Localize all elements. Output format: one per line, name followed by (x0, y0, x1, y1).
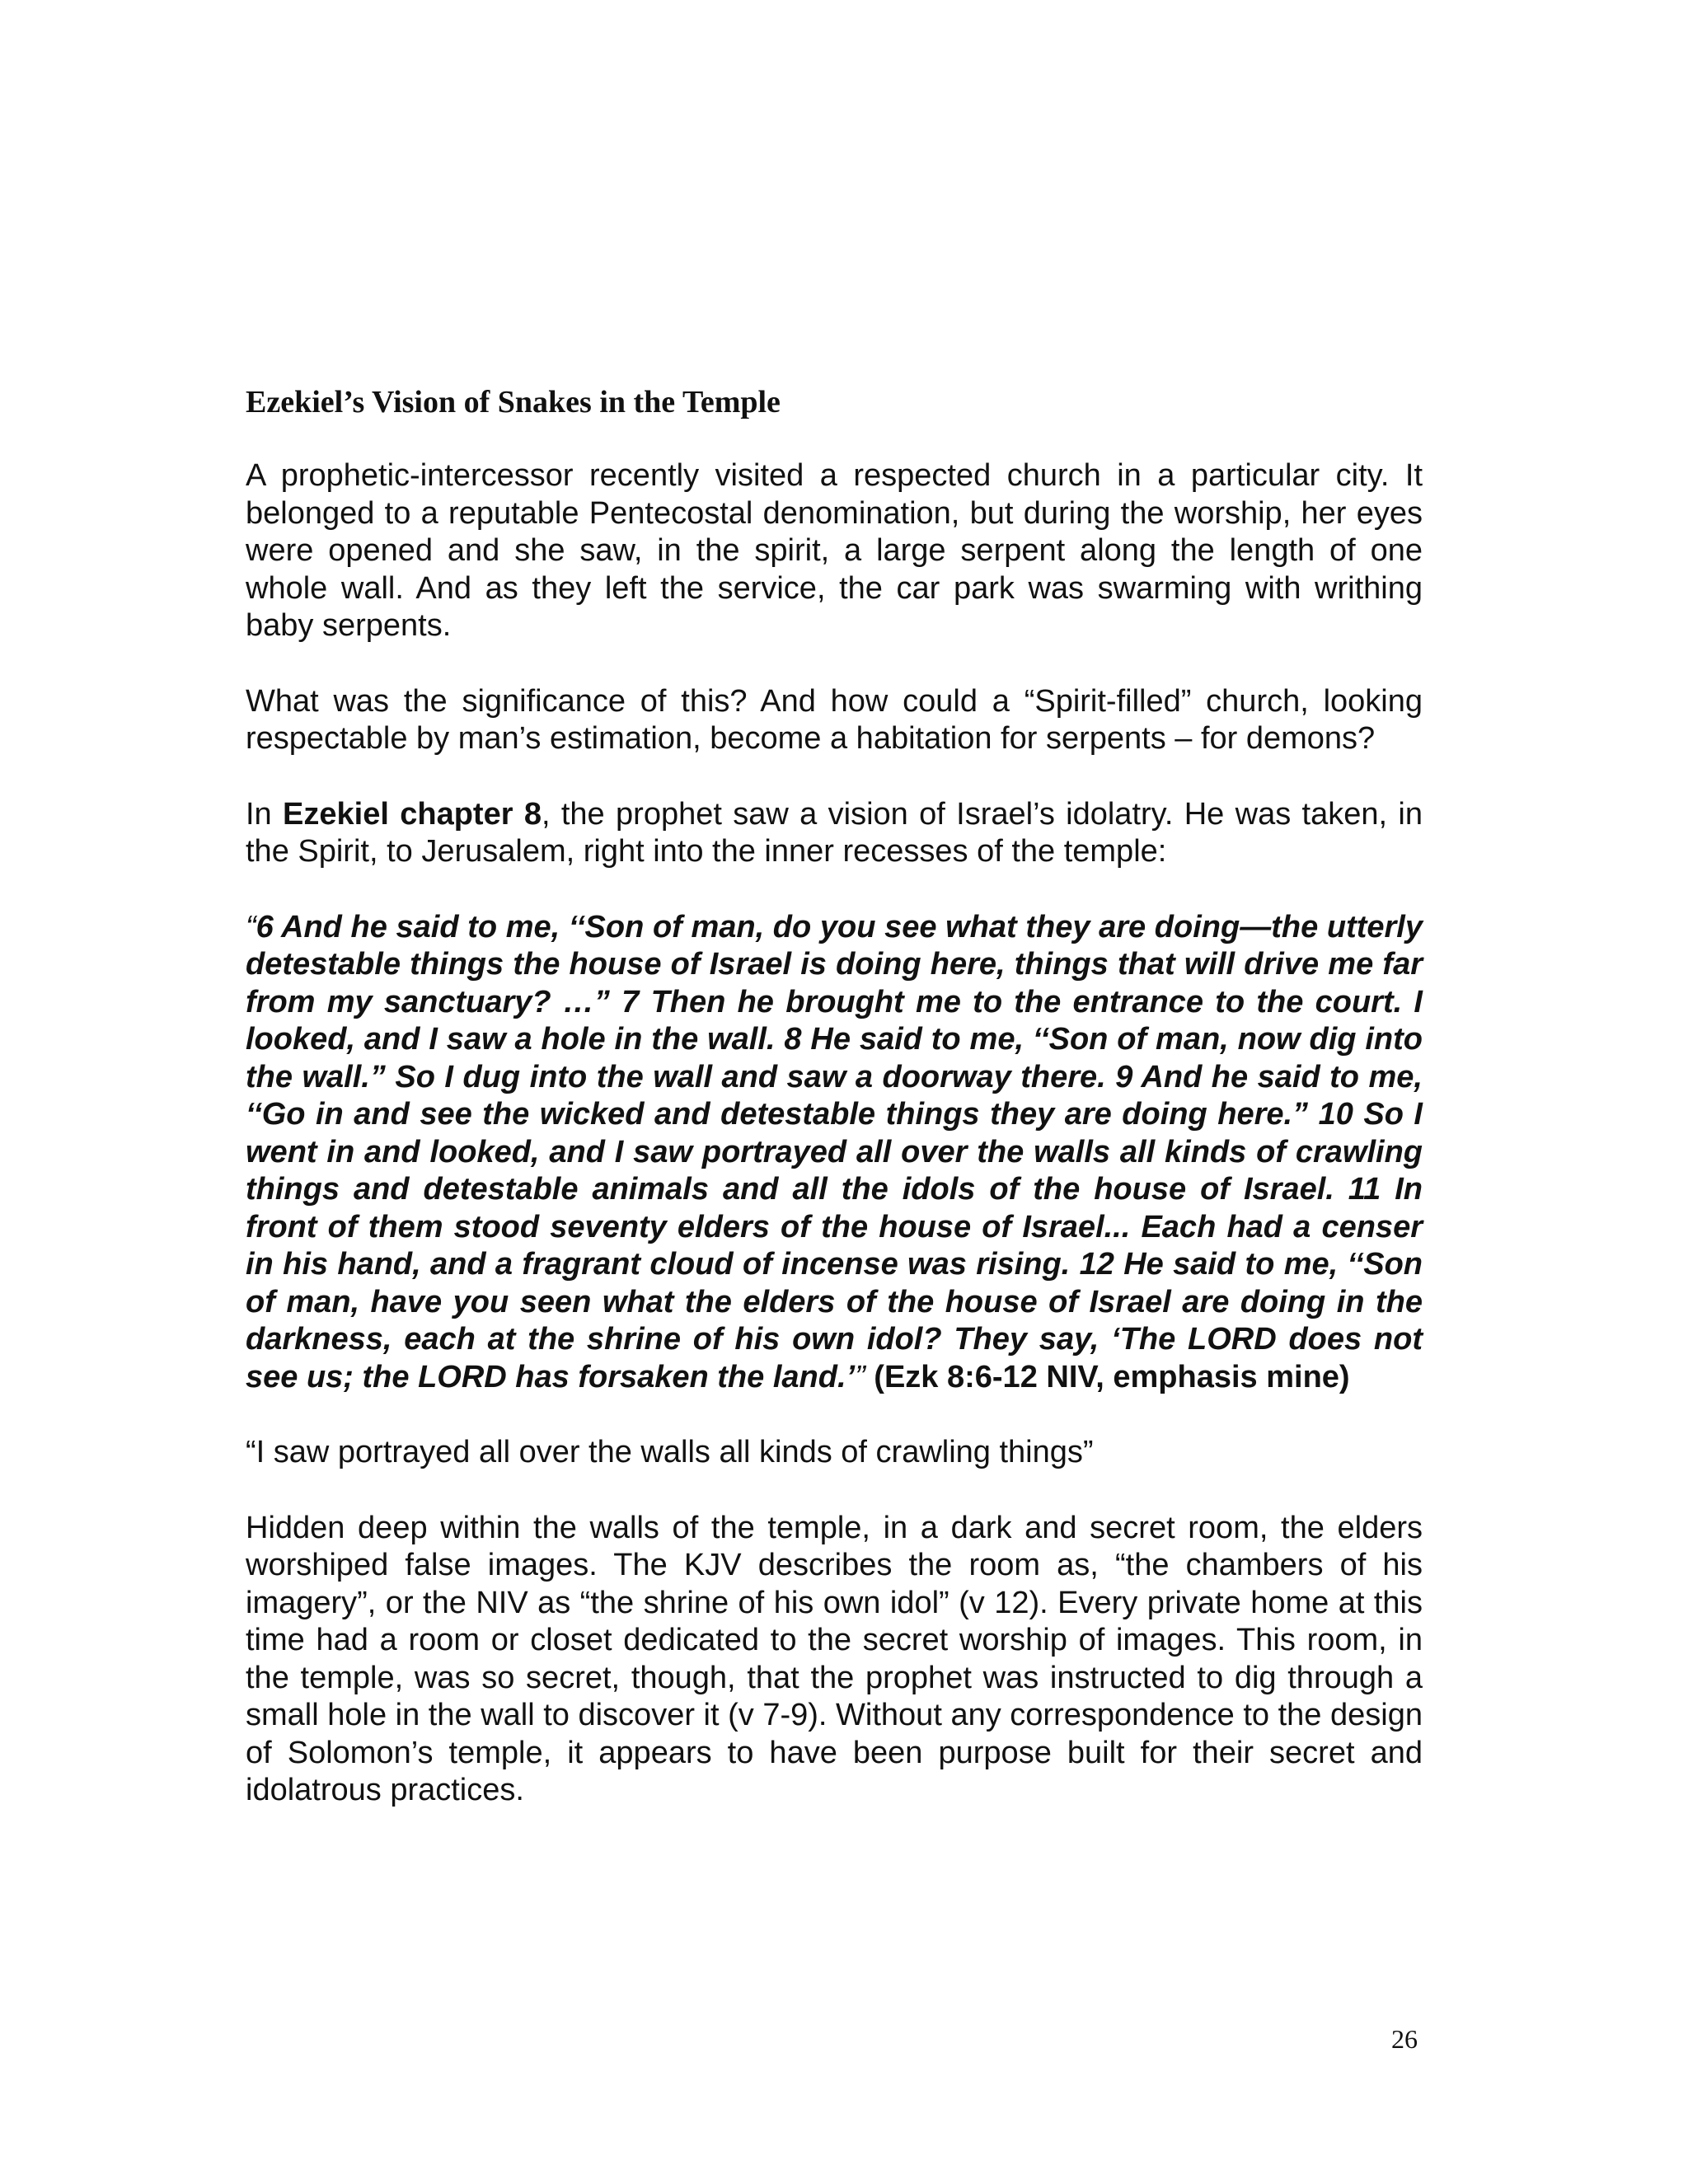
paragraph-intercessor-vision: A prophetic-intercessor recently visited a respected church in a particular city. It belonged to a reputable Pentecostal denomination, but during the worship, her eyes were opened and she saw, in the spirit, a large serpent along the length of one whole wall. And as they left the service, the car park was swarming with writhing baby serpents. (246, 458, 1423, 643)
quote-close-mark: ” (855, 1359, 865, 1394)
paragraph-significance-question: What was the significance of this? And how could a “Spirit-filled” church, looking respectable by man’s estimation, become a habitation for serpents – for demons? (246, 683, 1423, 756)
scripture-quote (246, 909, 1423, 1397)
ezekiel-intro-prefix: In (246, 796, 284, 832)
document-body (246, 383, 1423, 1848)
paragraph-hidden-room: Hidden deep within the walls of the temple, in a dark and secret room, the elders worshiped false images. The KJV describes the room as, “the chambers of his imagery”, or the NIV as “the shrine of his own idol” (v 12). Every private home at this time had a room or closet dedicated to the secret worship of images. This room, in the temple, was so secret, though, that the prophet was instructed to dig through a small hole in the wall to discover it (v 7-9). Without any correspondence to the design of Solomon’s temple, it appears to have been purpose built for their secret and idolatrous practices. (246, 1510, 1423, 1807)
paragraph-crawling-things: “I saw portrayed all over the walls all kinds of crawling things” (246, 1435, 1094, 1469)
section-title: Ezekiel’s Vision of Snakes in the Temple (246, 385, 781, 419)
quote-open-mark: “ (246, 909, 256, 944)
page-number: 26 (1391, 2024, 1418, 2054)
ezekiel-chapter-reference: Ezekiel chapter 8 (283, 796, 542, 832)
quote-text: 6 And he said to me, ‘‘Son of man, do you see what they are doing—the utterly detestable things the house of Israel is doing here, things that will drive me far from my sanctuary? …” 7 Then he brought me to the entrance to the court. I looked, and I saw a hole in the wall. 8 He said to me, ‘‘Son of man, now dig into the wall.” So I dug into the wall and saw a doorway there. 9 And he said to me, ‘‘Go in and see the wicked and detestable things they are doing here.” 10 So I went in and looked, and I saw portrayed all over the walls all kinds of crawling things and detestable animals and all the idols of the house of Israel. 11 In front of them stood seventy elders of the house of Israel... Each had a censer in his hand, and a fragrant cloud of incense was rising. 12 He said to me, ‘‘Son of man, have you seen what the elders of the house of Israel are doing in the darkness, each at the shrine of his own idol? They say, ‘The LORD does not see us; the LORD has forsaken the land.’ (246, 909, 1423, 1394)
ezekiel-intro-rest: , the prophet saw a vision of Israel’s idolatry. He was taken, in the Spirit, to Jerusalem, right into the inner recesses of the temple: (246, 796, 1423, 869)
quote-reference: (Ezk 8:6-12 NIV, emphasis mine) (865, 1359, 1350, 1394)
paragraph-ezekiel-intro (246, 796, 1423, 871)
